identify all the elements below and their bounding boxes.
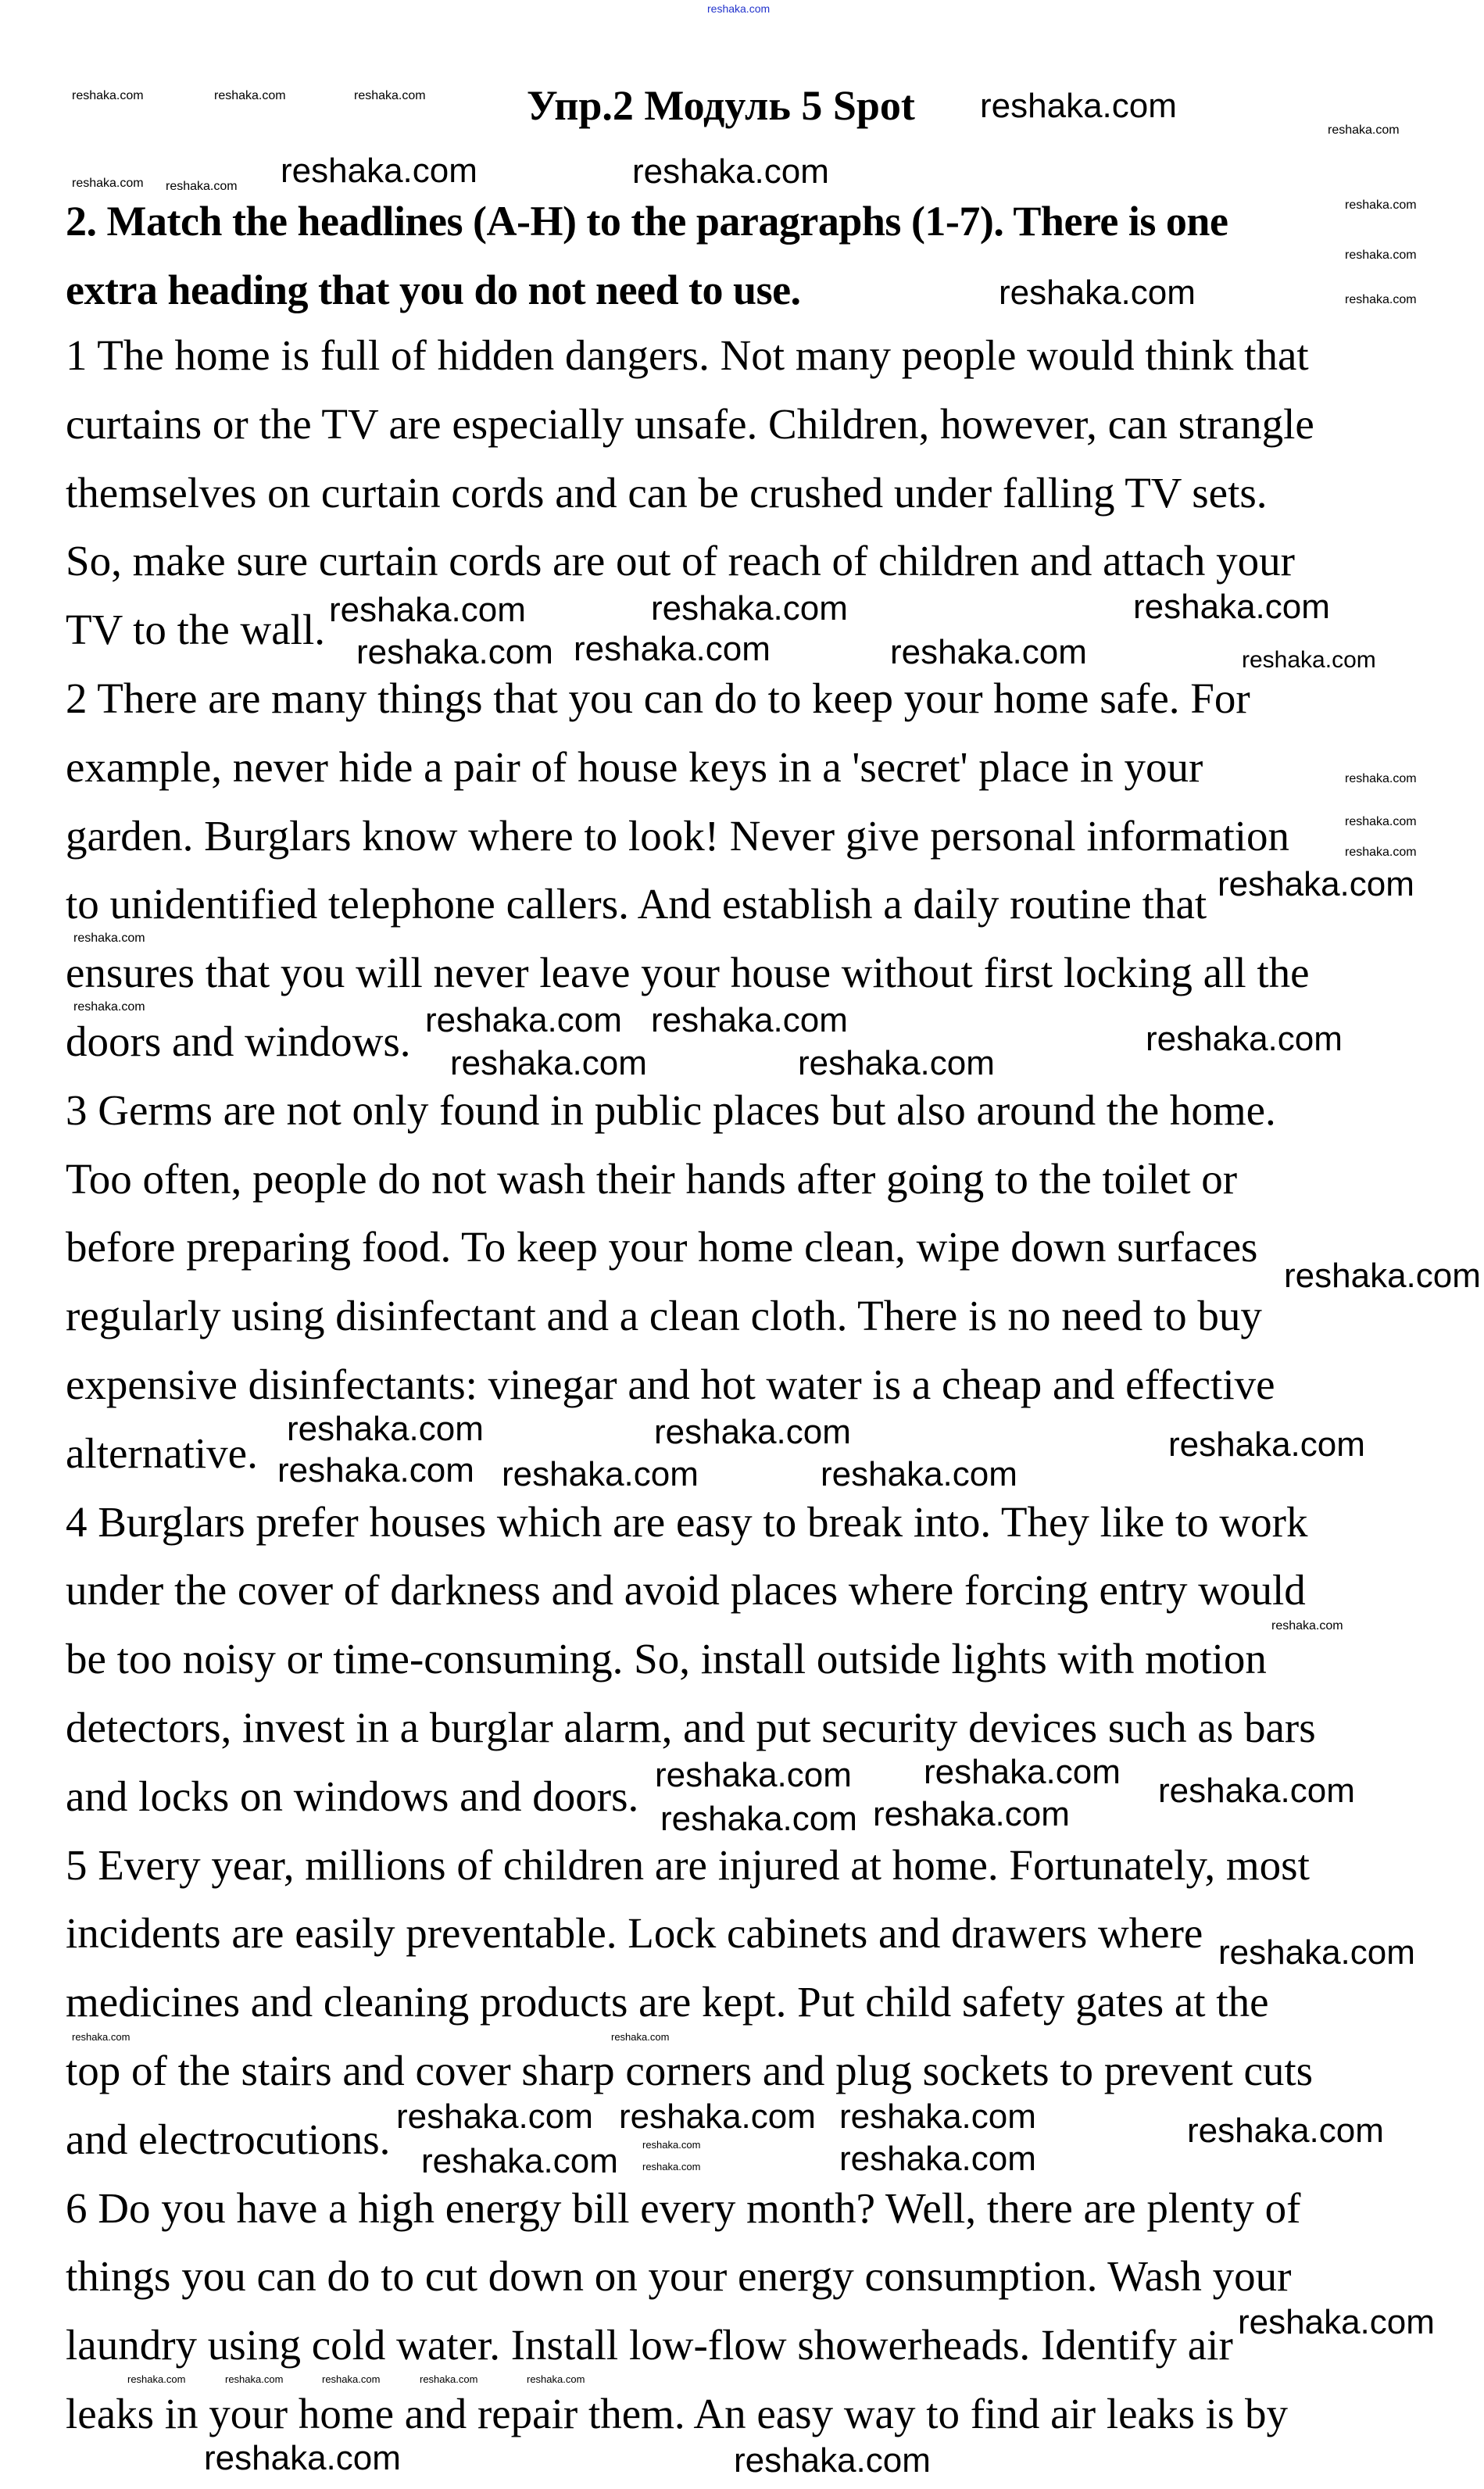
paragraph-2-line: garden. Burglars know where to look! Never give personal information xyxy=(66,811,1290,860)
watermark-text: reshaka.com xyxy=(611,2031,670,2043)
watermark-text: reshaka.com xyxy=(651,589,848,628)
watermark-text: reshaka.com xyxy=(1345,846,1417,859)
watermark-text: reshaka.com xyxy=(527,2373,585,2385)
paragraph-4-line: detectors, invest in a burglar alarm, and put security devices such as bars xyxy=(66,1704,1316,1751)
watermark-text: reshaka.com xyxy=(322,2373,381,2385)
watermark-text: reshaka.com xyxy=(651,1001,848,1039)
paragraph-4-line: be too noisy or time-consuming. So, install outside lights with motion xyxy=(66,1635,1267,1683)
paragraph-3-line: before preparing food. To keep your home clean, wipe down surfaces xyxy=(66,1223,1258,1271)
paragraph-2-line: doors and windows. xyxy=(66,1017,411,1065)
watermark-text: reshaka.com xyxy=(354,89,426,102)
watermark-text: reshaka.com xyxy=(642,2161,701,2173)
paragraph-1-line: TV to the wall. xyxy=(66,606,325,654)
watermark-text: reshaka.com xyxy=(73,932,145,945)
watermark-text: reshaka.com xyxy=(999,274,1196,312)
watermark-text: reshaka.com xyxy=(72,177,144,190)
paragraph-4-line: 4 Burglars prefer houses which are easy to break into. They like to work xyxy=(66,1497,1308,1546)
watermark-text: reshaka.com xyxy=(204,2439,401,2477)
paragraph-2-line: example, never hide a pair of house keys in a 'secret' place in your xyxy=(66,742,1203,791)
instruction-line-2: extra heading that you do not need to use. xyxy=(66,266,801,313)
paragraph-2-line: ensures that you will never leave your house without first locking all the xyxy=(66,949,1310,997)
paragraph-1-line: So, make sure curtain cords are out of reach of children and attach your xyxy=(66,537,1295,585)
watermark-text: reshaka.com xyxy=(1158,1772,1355,1810)
watermark-text: reshaka.com xyxy=(1218,865,1414,903)
watermark-text: reshaka.com xyxy=(839,2097,1036,2136)
watermark-text: reshaka.com xyxy=(166,180,238,193)
watermark-text: reshaka.com xyxy=(281,152,477,190)
watermark-text: reshaka.com xyxy=(1242,647,1376,673)
paragraph-6-line: laundry using cold water. Install low-flow showerheads. Identify air xyxy=(66,2321,1233,2369)
paragraph-6-line: 6 Do you have a high energy bill every month? Well, there are plenty of xyxy=(66,2183,1301,2232)
watermark-text: reshaka.com xyxy=(277,1451,474,1489)
watermark-text: reshaka.com xyxy=(356,633,553,671)
watermark-text: reshaka.com xyxy=(924,1753,1121,1791)
paragraph-3-line: alternative. xyxy=(66,1429,258,1477)
instruction-line-1: 2. Match the headlines (A-H) to the paragraphs (1-7). There is one xyxy=(66,198,1228,245)
paragraph-1-line: curtains or the TV are especially unsafe. Children, however, can strangle xyxy=(66,399,1314,448)
paragraph-3-line: 3 Germs are not only found in public places but also around the home. xyxy=(66,1085,1276,1134)
watermark-text: reshaka.com xyxy=(421,2142,618,2180)
watermark-text: reshaka.com xyxy=(890,633,1087,671)
watermark-text: reshaka.com xyxy=(73,1000,145,1014)
paragraph-2-line: to unidentified telephone callers. And establish a daily routine that xyxy=(66,880,1207,928)
watermark-text: reshaka.com xyxy=(1146,1020,1343,1058)
watermark-text: reshaka.com xyxy=(980,87,1177,125)
watermark-text: reshaka.com xyxy=(72,2031,131,2043)
watermark-text: reshaka.com xyxy=(632,152,829,191)
paragraph-1-line: 1 The home is full of hidden dangers. Not many people would think that xyxy=(66,331,1309,379)
watermark-text: reshaka.com xyxy=(1345,772,1417,785)
watermark-text: reshaka.com xyxy=(502,1455,699,1493)
paragraph-4-line: and locks on windows and doors. xyxy=(66,1772,639,1820)
watermark-text: reshaka.com xyxy=(655,1756,852,1794)
watermark-text: reshaka.com xyxy=(1284,1257,1481,1295)
watermark-text: reshaka.com xyxy=(1133,588,1330,626)
paragraph-6-line: things you can do to cut down on your energy consumption. Wash your xyxy=(66,2252,1292,2301)
paragraph-6-line: leaks in your home and repair them. An easy way to find air leaks is by xyxy=(66,2390,1289,2437)
watermark-text: reshaka.com xyxy=(839,2140,1036,2178)
paragraph-3-line: expensive disinfectants: vinegar and hot water is a cheap and effective xyxy=(66,1361,1275,1408)
watermark-text: reshaka.com xyxy=(660,1800,857,1838)
watermark-text: reshaka.com xyxy=(619,2097,816,2136)
watermark-text: reshaka.com xyxy=(1345,815,1417,828)
watermark-text: reshaka.com xyxy=(225,2373,284,2385)
watermark-text: reshaka.com xyxy=(1238,2303,1435,2341)
watermark-text: reshaka.com xyxy=(1168,1425,1365,1464)
paragraph-4-line: under the cover of darkness and avoid places where forcing entry would xyxy=(66,1566,1306,1615)
paragraph-5-line: and electrocutions. xyxy=(66,2115,391,2163)
watermark-text: reshaka.com xyxy=(821,1455,1017,1493)
watermark-text: reshaka.com xyxy=(798,1044,995,1082)
paragraph-3-line: regularly using disinfectant and a clean cloth. There is no need to buy xyxy=(66,1292,1262,1340)
watermark-text: reshaka.com xyxy=(72,89,144,102)
watermark-text: reshaka.com xyxy=(1345,293,1417,306)
watermark-text: reshaka.com xyxy=(1328,123,1400,137)
watermark-text: reshaka.com xyxy=(873,1795,1070,1833)
paragraph-2-line: 2 There are many things that you can do to keep your home safe. For xyxy=(66,674,1250,722)
watermark-text: reshaka.com xyxy=(707,2,771,15)
watermark-text: reshaka.com xyxy=(127,2373,186,2385)
paragraph-5-line: 5 Every year, millions of children are injured at home. Fortunately, most xyxy=(66,1840,1310,1889)
watermark-text: reshaka.com xyxy=(1187,2112,1384,2150)
watermark-text: reshaka.com xyxy=(642,2139,701,2151)
paragraph-5-line: incidents are easily preventable. Lock cabinets and drawers where xyxy=(66,1909,1203,1958)
watermark-text: reshaka.com xyxy=(214,89,286,102)
watermark-text: reshaka.com xyxy=(329,591,526,629)
watermark-text: reshaka.com xyxy=(734,2441,931,2480)
watermark-text: reshaka.com xyxy=(654,1413,851,1451)
paragraph-3-line: Too often, people do not wash their hands after going to the toilet or xyxy=(66,1154,1238,1203)
paragraph-1-line: themselves on curtain cords and can be crushed under falling TV sets. xyxy=(66,468,1268,517)
watermark-text: reshaka.com xyxy=(450,1044,647,1082)
watermark-text: reshaka.com xyxy=(396,2097,593,2136)
paragraph-5-line: medicines and cleaning products are kept. Put child safety gates at the xyxy=(66,1978,1269,2026)
watermark-text: reshaka.com xyxy=(1218,1933,1415,1972)
watermark-text: reshaka.com xyxy=(287,1410,484,1448)
paragraph-5-line: top of the stairs and cover sharp corners and plug sockets to prevent cuts xyxy=(66,2047,1314,2094)
watermark-text: reshaka.com xyxy=(1345,198,1417,212)
watermark-text: reshaka.com xyxy=(574,630,771,668)
page-title: Упр.2 Модуль 5 Spot xyxy=(527,82,915,129)
watermark-text: reshaka.com xyxy=(1271,1619,1343,1633)
watermark-text: reshaka.com xyxy=(420,2373,478,2385)
watermark-text: reshaka.com xyxy=(1345,249,1417,262)
watermark-text: reshaka.com xyxy=(425,1001,622,1039)
